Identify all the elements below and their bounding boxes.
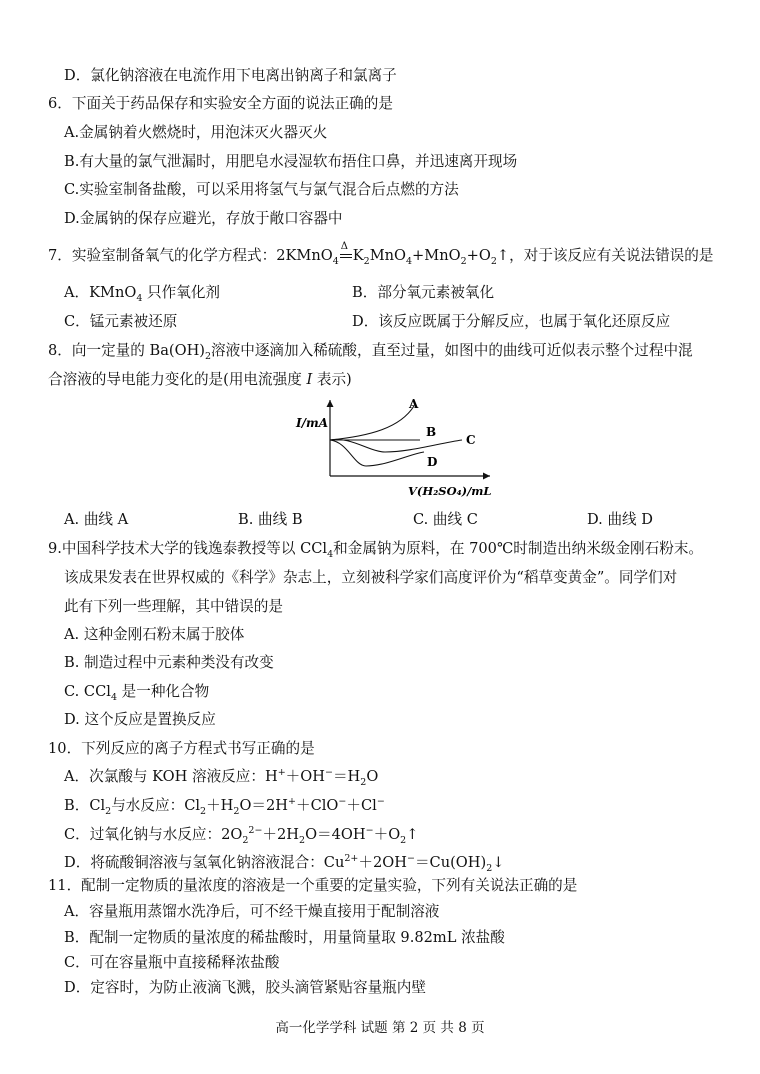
q10-option-a: A．次氯酸与 KOH 溶液反应：$H^++OH^-=H_2O$: [64, 767, 379, 788]
q10-option-d: D．将硫酸铜溶液与氢氧化钠溶液混合：$Cu^{2+}+2OH^-=Cu(OH)_2↓$: [64, 853, 505, 874]
q10-option-b: B．$Cl_2$与水反应：$Cl_2+H_2O=2H^++ClO^-+Cl^-$: [64, 796, 385, 817]
q11-option-b: B．配制一定物质的量浓度的稀盐酸时，用量筒量取 9.82mL 浓盐酸: [64, 929, 505, 946]
curve-label-a: A: [409, 397, 419, 411]
q7-option-d: D．该反应既属于分解反应，也属于氧化还原反应: [352, 313, 671, 330]
curve-label-c: C: [466, 433, 476, 447]
q6-stem: 6．下面关于药品保存和实验安全方面的说法正确的是: [48, 95, 393, 112]
q11-option-d: D．定容时，为防止液滴飞溅，胶头滴管紧贴容量瓶内壁: [64, 979, 426, 996]
q9-stem-line1: 9.中国科学技术大学的钱逸泰教授等以 CCl$_4$和金属钠为原料，在 700℃时制造出纳米级金刚石粉末。: [48, 540, 704, 560]
q6-option-c: C.实验室制备盐酸，可以采用将氢气与氯气混合后点燃的方法: [64, 181, 459, 198]
q8-stem2-var: I: [306, 371, 313, 388]
curve-a: [330, 406, 414, 440]
page-footer: 高一化学学科 试题 第 2 页 共 8 页: [275, 1020, 485, 1036]
graph-x-label: V(H₂SO₄)/mL: [408, 484, 492, 498]
q9-option-b: B. 制造过程中元素种类没有改变: [64, 654, 274, 671]
q10-b-label2: 与水反应：: [111, 797, 185, 814]
q7-stem-post: ，对于该反应有关说法错误的是: [509, 247, 714, 264]
q7-stem-pre: 7．实验室制备氧气的化学方程式：2KMnO: [48, 247, 333, 264]
q10-d-label: D．将硫酸铜溶液与氢氧化钠溶液混合：: [64, 854, 324, 871]
q9-stem-line2: 该成果发表在世界权威的《科学》杂志上，立刻被科学家们高度评价为“稻草变黄金”。同学们对: [64, 569, 678, 586]
q8-stem1-pre: 8．向一定量的 Ba(OH): [48, 342, 205, 359]
q11-stem: 11．配制一定物质的量浓度的溶液是一个重要的定量实验，下列有关说法正确的是: [48, 877, 578, 894]
q8-stem2: 合溶液的导电能力变化的是(用电流强度: [48, 371, 302, 388]
q11-option-a: A．容量瓶用蒸馏水洗净后，可不经干燥直接用于配制溶液: [64, 903, 440, 920]
q8-stem1-post: 溶液中逐滴加入稀硫酸，直至过量，如图中的曲线可近似表示整个过程中混: [211, 342, 693, 359]
q9-stem1-pre: 9.中国科学技术大学的钱逸泰教授等以 CCl: [48, 540, 328, 557]
q8-option-b: B. 曲线 B: [238, 511, 303, 528]
q6-option-d: D.金属钠的保存应避光，存放于敞口容器中: [64, 210, 343, 227]
q8-stem-line2: [48, 370, 352, 390]
q7-option-a: A．KMnO$_4$ 只作氧化剂: [64, 284, 221, 304]
q9-c-pre: C. CCl: [64, 683, 111, 700]
q9-c-post: 是一种化合物: [121, 683, 210, 700]
q9-option-c: C. CCl$_4$ 是一种化合物: [64, 683, 210, 703]
q8-option-a: A. 曲线 A: [64, 511, 129, 528]
q7-heat-arrow: [339, 241, 353, 266]
q7-delta: Δ: [340, 241, 348, 252]
q8-stem2-end: 表示): [316, 371, 352, 388]
curve-d: [330, 440, 424, 466]
q9-option-a: A. 这种金刚石粉末属于胶体: [64, 626, 245, 643]
q9-stem1-post: 和金属钠为原料，在 700℃时制造出纳米级金刚石粉末。: [333, 540, 704, 557]
q8-option-d: D. 曲线 D: [587, 511, 653, 528]
q7-option-a-text: 只作氧化剂: [147, 284, 221, 301]
q9-stem-line3: 此有下列一些理解，其中错误的是: [64, 598, 283, 615]
q7-option-c: C．锰元素被还原: [64, 313, 178, 330]
q10-option-c: C．过氧化钠与水反应：$2O_2^{2-}+2H_2O=4OH^-+O_2↑$: [64, 825, 419, 846]
q11-option-c: C．可在容量瓶中直接稀释浓盐酸: [64, 954, 280, 971]
q9-option-d: D. 这个反应是置换反应: [64, 711, 216, 728]
q10-c-label: C．过氧化钠与水反应：: [64, 826, 222, 843]
q8-option-c: C. 曲线 C: [413, 511, 478, 528]
q10-stem: 10．下列反应的离子方程式书写正确的是: [48, 740, 315, 757]
curve-label-d: D: [427, 455, 438, 469]
q8-graph: [290, 396, 510, 502]
q10-b-label: B．Cl: [64, 797, 106, 814]
q10-a-label: A．次氯酸与 KOH 溶液反应：: [64, 768, 265, 785]
graph-y-label: I/mA: [296, 416, 329, 430]
q5-option-d: D．氯化钠溶液在电流作用下电离出钠离子和氯离子: [64, 67, 397, 84]
q6-option-a: A.金属钠着火燃烧时，用泡沫灭火器灭火: [64, 124, 328, 141]
q6-option-b: B.有大量的氯气泄漏时，用肥皂水浸湿软布捂住口鼻，并迅速离开现场: [64, 153, 518, 170]
curve-c: [330, 439, 462, 452]
q7-option-b: B．部分氧元素被氧化: [352, 284, 495, 301]
q8-stem-line1: 8．向一定量的 $Ba(OH)_2$溶液中逐滴加入稀硫酸，直至过量，如图中的曲线可近似表示整个过程中混: [48, 342, 693, 362]
q7-stem: 7．实验室制备氧气的化学方程式：2KMnO$_4$ Δ $K_2MnO_4+MnO_2+O_2↑$，对于该反应有关说法错误的是: [48, 246, 713, 266]
curve-label-b: B: [426, 425, 437, 439]
